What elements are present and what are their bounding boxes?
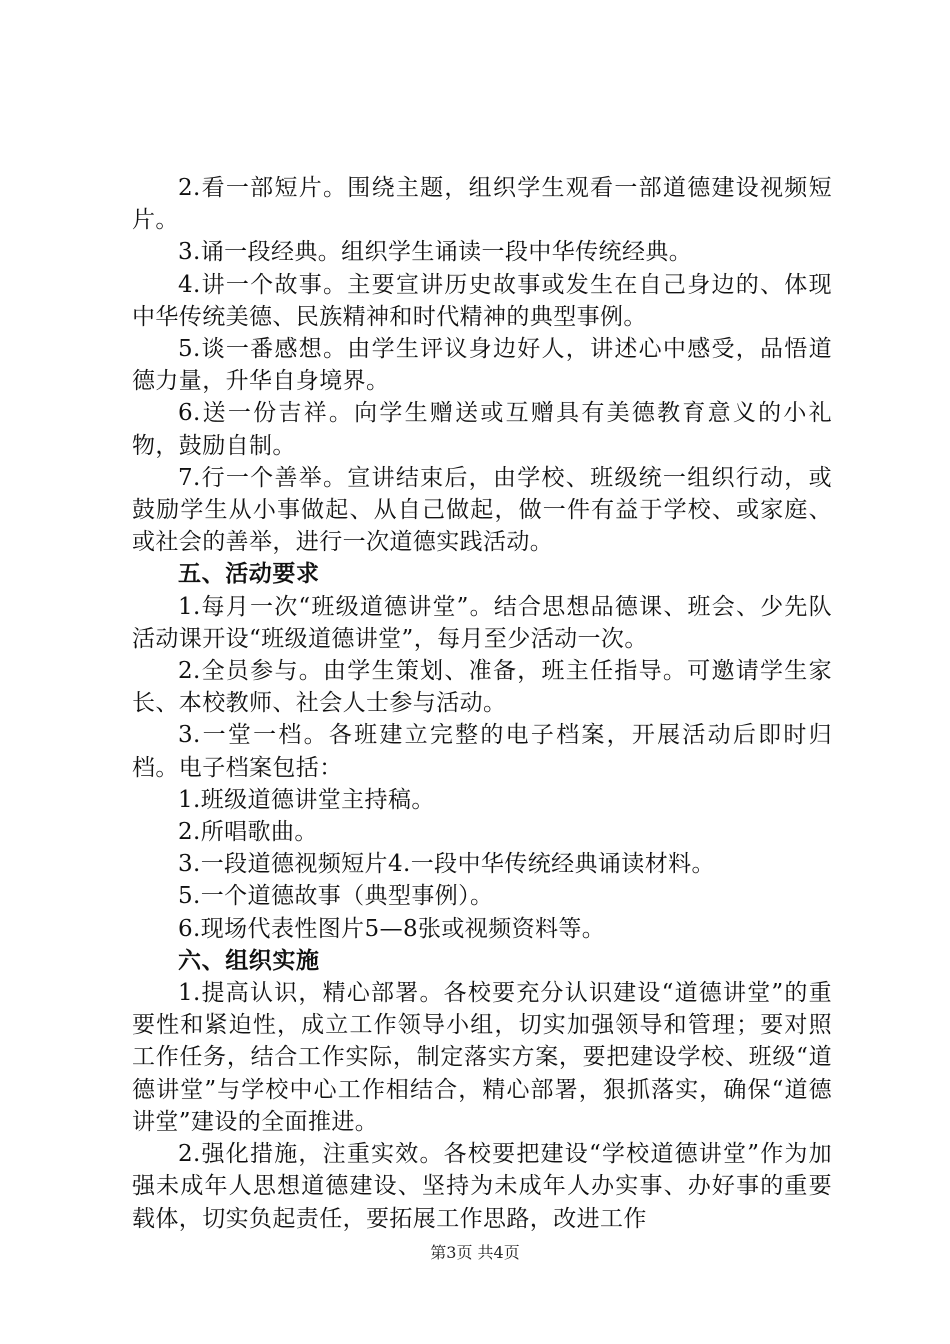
archive-item-3: 3.一段道德视频短片4.一段中华传统经典诵读材料。 xyxy=(178,851,715,878)
paragraph-item-2: 2.看一部短片。围绕主题，组织学生观看一部道德建设视频短片。 xyxy=(132,175,832,234)
archive-item-5: 5.一个道德故事（典型事例）。 xyxy=(178,883,494,910)
requirement-item-3: 3.一堂一档。各班建立完整的电子档案，开展活动后即时归档。电子档案包括： xyxy=(132,722,832,781)
document-body xyxy=(132,172,832,1235)
paragraph-item-6: 6.送一份吉祥。向学生赠送或互赠具有美德教育意义的小礼物，鼓励自制。 xyxy=(132,400,832,459)
section-heading-organization: 六、组织实施 xyxy=(178,947,320,974)
archive-item-2: 2.所唱歌曲。 xyxy=(178,819,318,846)
requirement-item-2: 2.全员参与。由学生策划、准备，班主任指导。可邀请学生家长、本校教师、社会人士参与活动。 xyxy=(132,658,832,717)
paragraph-item-7: 7.行一个善举。宣讲结束后，由学校、班级统一组织行动，或鼓励学生从小事做起、从自己做起，做一件有益于学校、或家庭、或社会的善举，进行一次道德实践活动。 xyxy=(132,464,832,556)
section-heading-activity-requirements: 五、活动要求 xyxy=(178,561,320,588)
page-footer xyxy=(0,1243,950,1263)
paragraph-item-4: 4.讲一个故事。主要宣讲历史故事或发生在自己身边的、体现中华传统美德、民族精神和时代精神的典型事例。 xyxy=(132,271,832,330)
archive-item-6: 6.现场代表性图片5—8张或视频资料等。 xyxy=(178,915,606,942)
requirement-item-1: 1.每月一次“班级道德讲堂”。结合思想品德课、班会、少先队活动课开设“班级道德讲堂”，每月至少活动一次。 xyxy=(132,593,832,652)
page-number-label: 第3页 共4页 xyxy=(430,1243,520,1262)
archive-item-1: 1.班级道德讲堂主持稿。 xyxy=(178,786,435,813)
implementation-item-1: 1.提高认识，精心部署。各校要充分认识建设“道德讲堂”的重要性和紧迫性，成立工作领导小组，切实加强领导和管理；要对照工作任务，结合工作实际，制定落实方案，要把建设学校、班级“道德讲堂”与学校中心工作相结合，精心部署，狠抓落实，确保“道德讲堂”建设的全面推进。 xyxy=(132,980,832,1135)
implementation-item-2: 2.强化措施，注重实效。各校要把建设“学校道德讲堂”作为加强未成年人思想道德建设、坚持为未成年人办实事、办好事的重要载体，切实负起责任，要拓展工作思路，改进工作 xyxy=(132,1141,832,1232)
paragraph-item-3: 3.诵一段经典。组织学生诵读一段中华传统经典。 xyxy=(178,239,693,266)
paragraph-item-5: 5.谈一番感想。由学生评议身边好人，讲述心中感受，品悟道德力量，升华自身境界。 xyxy=(132,336,832,395)
